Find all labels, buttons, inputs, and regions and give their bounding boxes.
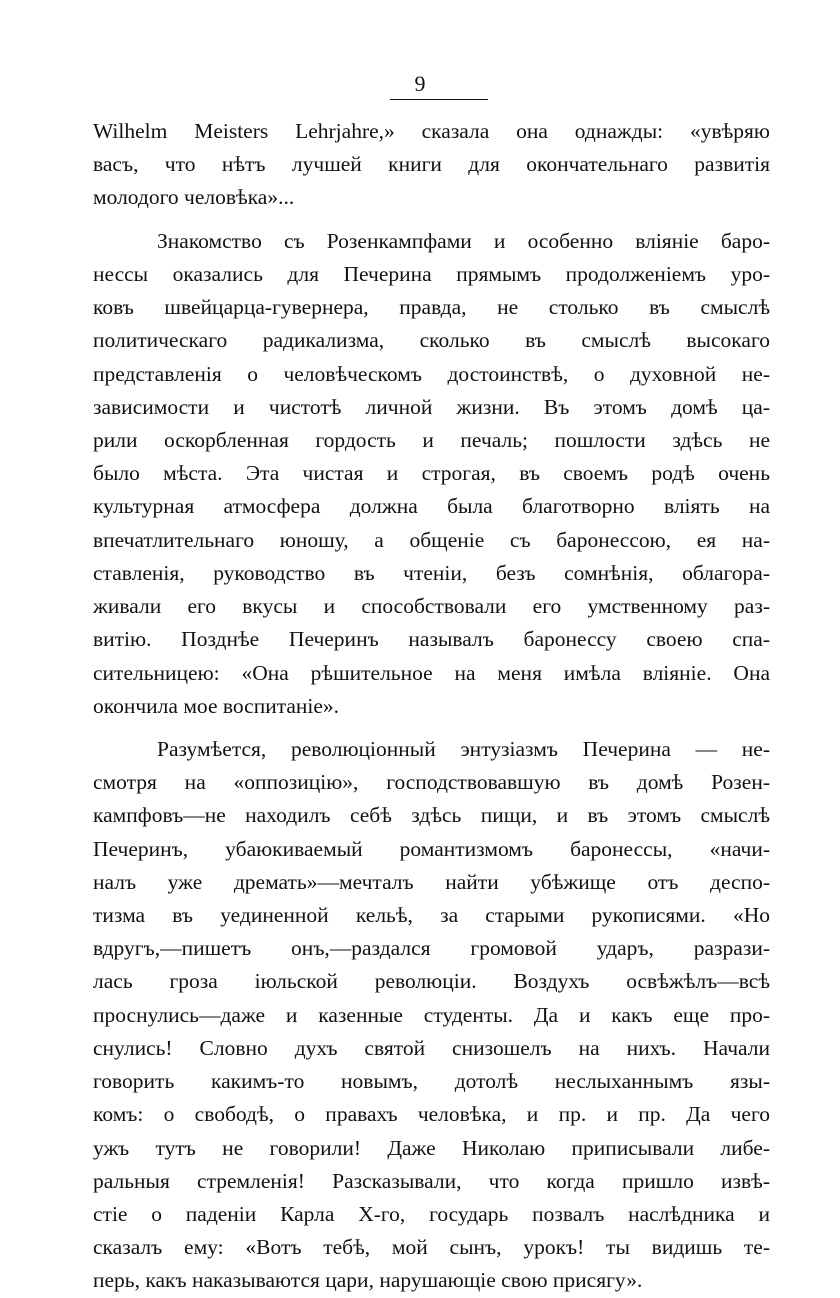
text-line: лась гроза іюльской революціи. Воздухъ освѣжѣлъ—всѣ: [93, 969, 770, 994]
paragraph-1: [93, 115, 770, 215]
text-line: говорить какимъ-то новымъ, дотолѣ неслыханнымъ язы-: [93, 1069, 770, 1094]
text-line: витію. Позднѣе Печеринъ называлъ баронессу своею спа-: [93, 627, 770, 652]
text-line: вдругъ,—пишетъ онъ,—раздался громовой ударъ, разрази-: [93, 936, 770, 961]
text-line: рили оскорбленная гордость и печаль; пошлости здѣсь не: [93, 427, 770, 452]
text-line: ковъ швейцарца-гувернера, правда, не столько въ смыслѣ: [93, 295, 770, 320]
text-line: смотря на «оппозицію», господствовавшую въ домѣ Розен-: [93, 770, 770, 795]
text-line: окончила мое воспитаніе».: [93, 693, 340, 718]
text-line: ставленія, руководство въ чтеніи, безъ сомнѣнія, облагора-: [93, 560, 770, 585]
text-line: ужъ тутъ не говорили! Даже Николаю приписывали либе-: [93, 1135, 770, 1160]
text-line: Разумѣется, революціонный энтузіазмъ Печерина — не-: [157, 736, 770, 761]
text-line: проснулись—даже и казенные студенты. Да и какъ еще про-: [93, 1002, 770, 1027]
text-line: перь, какъ наказываются цари, нарушающіе свою присягу».: [93, 1268, 643, 1293]
text-line: впечатлительнаго юношу, а общеніе съ баронессою, ея на-: [93, 527, 770, 552]
text-line: зависимости и чистотѣ личной жизни. Въ этомъ домѣ ца-: [93, 394, 770, 419]
text-line: Знакомство съ Розенкампфами и особенно вліяніе баро-: [157, 228, 770, 253]
text-line: кампфовъ—не находилъ себѣ здѣсь пищи, и въ этомъ смыслѣ: [93, 803, 770, 828]
text-line: живали его вкусы и способствовали его умственному раз-: [93, 594, 770, 619]
text-line: культурная атмосфера должна была благотворно вліять на: [93, 494, 770, 519]
text-line: было мѣста. Эта чистая и строгая, въ своемъ родѣ очень: [93, 461, 770, 486]
page-number: 9: [414, 71, 426, 96]
header-rule: [390, 99, 488, 100]
text-line: ральныя стремленія! Разсказывали, что когда пришло извѣ-: [93, 1168, 770, 1193]
text-line: представленія о человѣческомъ достоинствѣ, о духовной не-: [93, 361, 770, 386]
text-line: политическаго радикализма, сколько въ смыслѣ высокаго: [93, 328, 770, 353]
text-line: нессы оказались для Печерина прямымъ продолженіемъ уро-: [93, 261, 770, 286]
text-line: молодого человѣка»...: [93, 185, 295, 210]
text-line: снулись! Словно духъ святой снизошелъ на нихъ. Начали: [93, 1035, 770, 1060]
text-line: налъ уже дремать»—мечталъ найти убѣжище отъ деспо-: [93, 869, 770, 894]
text-line: тизма въ уединенной кельѣ, за старыми рукописями. «Но: [93, 903, 770, 928]
text-body: [93, 115, 770, 1298]
text-line: сительницею: «Она рѣшительное на меня имѣла вліяніе. Она: [93, 660, 770, 685]
text-line: Печеринъ, убаюкиваемый романтизмомъ баронессы, «начи-: [93, 836, 770, 861]
text-line: васъ, что нѣтъ лучшей книги для окончательнаго развитія: [93, 152, 770, 177]
text-line: комъ: о свободѣ, о правахъ человѣка, и пр. и пр. Да чего: [93, 1102, 770, 1127]
text-line: стіе о паденіи Карла X-го, государь позвалъ наслѣдника и: [93, 1202, 770, 1226]
text-line: сказалъ ему: «Вотъ тебѣ, мой сынъ, урокъ! ты видишь те-: [93, 1235, 770, 1260]
paragraph-3: [93, 733, 770, 1298]
text-line: Wilhelm Meisters Lehrjahre,» сказала она однажды: «увѣряю: [93, 119, 770, 143]
paragraph-2: [93, 225, 770, 723]
